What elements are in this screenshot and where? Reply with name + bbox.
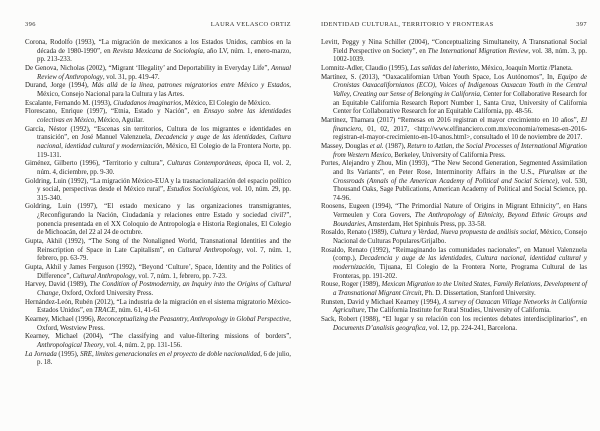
bibliography-list-right	[321, 39, 587, 333]
page-right-header	[321, 21, 587, 28]
bibliography-entry: Hernández-León, Rubén (2012), “La industria de la migración en el sistema migratorio México-Estados Unidos”, en TRACE, núm. 61, 41-61	[25, 298, 291, 315]
bibliography-entry: Florescano, Enrique (1997), “Etnia, Estado y Nación”, en Ensayo sobre las identidades colectivas en México, México, Aguilar.	[25, 108, 292, 124]
page-number: 396	[25, 21, 36, 28]
bibliography-entry: Gupta, Akhil y James Ferguson (1992), “Beyond ‘Culture’, Space, Identity and the Politics of Difference”, Cultural Anthropology, vol. 7, núm. 1, febrero, pp. 7-23.	[25, 264, 291, 280]
bibliography-entry: Goldring, Luin (1997), “El estado mexicano y las organizaciones transmigrantes, ¿Reconfigurando la Nación, Ciudadanía y relaciones entre Estado y sociedad civil?”, ponencia presentada en el XX Coloquio de Antropología e Historia Regionales, El Colegio de Michoacán, del 22 al 24 de octubre.	[25, 203, 291, 237]
bibliography-entry: Roosens, Eugeen (1994), “The Primordial Nature of Origins in Migrant Ethnicity”, en Hans Vermeulen y Cora Govers, The Anthropology of Ethnicity, Beyond Ethnic Groups and Boundaries, Amsterdam, Het Spinhuis Press, pp. 33-58.	[321, 203, 587, 228]
bibliography-entry: Escalante, Fernando M. (1993), Ciudadanos imaginarios, México, El Colegio de México.	[25, 99, 271, 107]
running-header: LAURA VELASCO ORTIZ	[210, 21, 291, 28]
bibliography-entry: Rosaldo, Renato (1989), Cultura y Verdad, Nueva propuesta de análisis social, México, Consejo Nacional de Culturas Populares/Grijalbo.	[321, 229, 587, 246]
bibliography-entry: Rosaldo, Renato (1992), “Reimaginando las comunidades nacionales”, en Manuel Valenzuela (comp.), Decadencia y auge de las identidades, Cultura nacional, identidad cultural y modernización, Tijuana, El Colegio de la Frontera Norte, Programa Cultural de las Fronteras, pp. 191-202.	[321, 246, 587, 280]
bibliography-list-left	[25, 39, 291, 368]
bibliography-entry: Corona, Rodolfo (1993), “La migración de mexicanos a los Estados Unidos, cambios en la década de 1980-1990”, en Revista Mexicana de Sociología, año LV, núm. 1, enero-marzo, pp. 213-233.	[25, 39, 291, 64]
page-right	[321, 21, 587, 421]
bibliography-entry: Giménez, Gilberto (1996), “Territorio y cultura”, Culturas Contemporáneas, época II, vol. 2, núm. 4, diciembre, pp. 9-30.	[25, 160, 291, 176]
bibliography-entry: Kearney, Michael (2004), “The classifying and value-filtering missions of borders”, Anthropological Theory, vol. 4, núm. 2, pp. 131-156.	[25, 333, 291, 349]
bibliography-entry: García, Néstor (1992), “Escenas sin territorios, Cultura de los migrantes e identidades en transición”, en José Manuel Valenzuela, Decadencia y auge de las identidades, Cultura nacional, identidad cultural y modernización, México, El Colegio de la Frontera Norte, pp. 119-131.	[25, 125, 291, 159]
bibliography-entry: Gupta, Akhil (1992), “The Song of the Nonaligned World, Transnational Identities and the Reinscription of Space in Late Capitalism”, en Cultural Anthropology, vol. 7, núm. 1, febrero, pp. 63-79.	[25, 238, 291, 263]
bibliography-entry: Rouse, Roger (1989), Mexican Migration to the United States, Family Relations, Development of a Transnational Migrant Circuit, Ph. D. Dissertation, Stanford University.	[321, 281, 587, 298]
running-header: IDENTIDAD CULTURAL, TERRITORIO Y FRONTERAS	[321, 21, 494, 28]
bibliography-entry: Levitt, Peggy y Nina Schiller (2004), “Conceptualizing Simultaneity, A Transnational Social Field Perspective on Society”, en The International Migration Review, vol. 38, núm. 3, pp. 1002-1039.	[321, 39, 588, 64]
bibliography-entry: De Genova, Nicholas (2002), “Migrant ‘Illegality’ and Deportability in Everyday Life”, Annual Review of Anthropology, vol. 31, pp. 419-47.	[25, 64, 291, 81]
bibliography-entry: La Jornada (1995), SRE, límites generacionales en el proyecto de doble nacionalidad, 6 de julio, p. 18.	[25, 350, 291, 367]
bibliography-entry: Portes, Alejandro y Zhou, Min (1993), “The New Second Generation, Segmented Assimilation and Its Variants”, en Peter Rose, Interminority Affairs in the U.S., Pluralism at the Crossroads (Annals of the American Academy of Political and Social Science), vol. 530, Thousand Oaks, Sage Publications, American Academy of Political and Social Science, pp. 74-96.	[321, 160, 587, 202]
bibliography-entry: Martínez, Thamara (2017) “Remesas en 2016 registran el mayor crecimiento en 10 años”, El financiero, 01, 02, 2017, <http://www.elfinanciero.com.mx/economia/remesas-en-2016-registran-el-mayor-crecimiento-en-10-anos.html>, consultado el 10 de noviembre de 2017.	[321, 116, 587, 142]
bibliography-entry: Runsten, David y Michael Kearney (1994), A survey of Oaxacan Village Networks in California Agriculture, The California Institute for Rural Studies, University of California.	[321, 298, 587, 315]
bibliography-entry: Harvey, David (1989), The Condition of Postmodernity, an Inquiry into the Origins of Cultural Change, Oxford, Oxford University Press.	[25, 281, 292, 298]
bibliography-entry: Durand, Jorge (1994), Más allá de la línea, patrones migratorios entre México y Estados, México, Consejo Nacional para la Cultura y las Artes.	[25, 82, 291, 98]
bibliography-entry: Massey, Douglas et al. (1987), Return to Aztlan, the Social Processes of International Migration from Western Mexico, Berkeley, University of California Press.	[321, 142, 588, 159]
bibliography-entry: Martínez, S. (2013), “Oaxacalifornian Urban Youth Space, Los Autónomos”, In, Equipo de Cronistas Oaxacalifornianos (ECO), Voices of Indigenous Oaxacan Youth in the Central Valley, Creating our Sense of Belonging in California, Center for Collaborative Research for an Equitable California Research Report Number 1, Santa Cruz, University of California Center for Collaborative Research for an Equitable California, pp. 48-56.	[321, 73, 588, 116]
page-left	[25, 21, 291, 421]
bibliography-entry: Lomnitz-Adler, Claudio (1995), Las salidas del laberinto, México, Joaquín Mortiz /Planeta.	[321, 64, 573, 72]
bibliography-entry: Kearney, Michael (1996), Reconceptualizing the Peasantry, Anthropology in Global Perspective, Oxford, Westview Press.	[25, 316, 291, 332]
bibliography-entry: Goldring, Luin (1992), “La migración México-EUA y la trasnacionalización del espacio político y social, perspectivas desde el México rural”, Estudios Sociológicos, vol. 10, núm. 29, pp. 315-340.	[25, 177, 291, 202]
page-left-header	[25, 21, 291, 28]
bibliography-entry: Sack, Robert (1988), “El lugar y su relación con los recientes debates interdisciplinarios”, en Documents D’analisis geografica, vol. 12, pp. 224-241, Barcelona.	[321, 316, 587, 332]
page-number: 397	[576, 21, 587, 28]
